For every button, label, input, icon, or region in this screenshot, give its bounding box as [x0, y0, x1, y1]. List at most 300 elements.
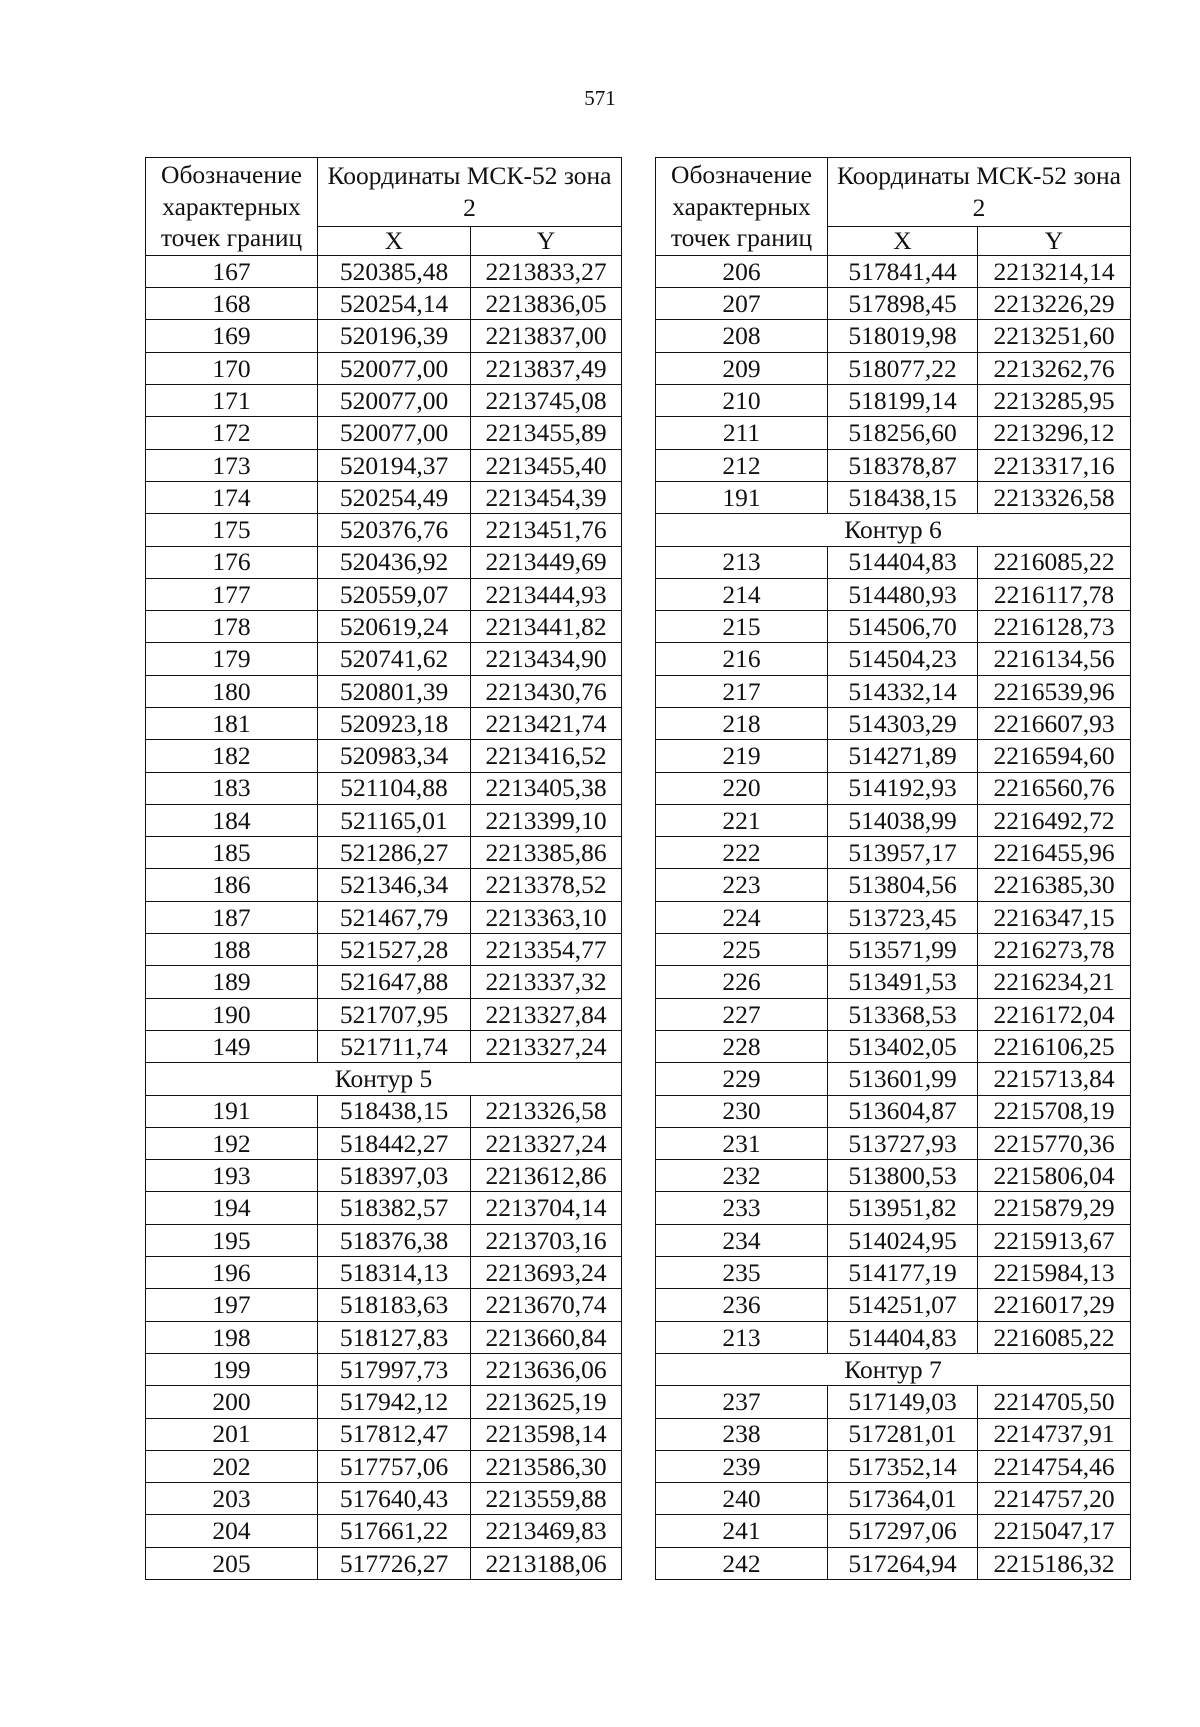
point-cell: 183: [146, 772, 318, 804]
point-cell: 232: [656, 1160, 828, 1192]
y-cell: 2213625,19: [471, 1386, 622, 1418]
y-cell: 2213745,08: [471, 385, 622, 417]
x-cell: 517841,44: [828, 255, 978, 287]
y-cell: 2216117,78: [978, 578, 1131, 610]
point-cell: 180: [146, 675, 318, 707]
y-cell: 2213559,88: [471, 1483, 622, 1515]
point-cell: 212: [656, 449, 828, 481]
designation-header: Обозначение характерных точек границ: [146, 158, 318, 256]
point-cell: 190: [146, 998, 318, 1030]
point-cell: 213: [656, 546, 828, 578]
point-cell: 186: [146, 869, 318, 901]
x-cell: 520376,76: [318, 514, 471, 546]
point-cell: 203: [146, 1483, 318, 1515]
x-cell: 520077,00: [318, 417, 471, 449]
table-row: [656, 546, 1131, 578]
point-cell: 199: [146, 1353, 318, 1385]
point-cell: 227: [656, 998, 828, 1030]
y-cell: 2213251,60: [978, 320, 1131, 352]
page-number: 571: [584, 86, 616, 110]
table-row: [146, 546, 622, 578]
x-cell: 513951,82: [828, 1192, 978, 1224]
y-cell: 2213326,58: [978, 481, 1131, 513]
coordinates-header: Координаты МСК-52 зона 2: [828, 158, 1131, 227]
y-cell: 2213354,77: [471, 934, 622, 966]
y-cell: 2214737,91: [978, 1418, 1131, 1450]
y-cell: 2214754,46: [978, 1450, 1131, 1482]
table-row: [146, 288, 622, 320]
x-cell: 520077,00: [318, 385, 471, 417]
x-cell: 518438,15: [828, 481, 978, 513]
table-row: [656, 385, 1131, 417]
y-cell: 2213226,29: [978, 288, 1131, 320]
x-cell: 513601,99: [828, 1063, 978, 1095]
table-row: [656, 966, 1131, 998]
y-cell: 2213586,30: [471, 1450, 622, 1482]
table-row: [146, 1160, 622, 1192]
x-cell: 517726,27: [318, 1547, 471, 1579]
table-row: [656, 837, 1131, 869]
table-row: [146, 1450, 622, 1482]
table-row: [656, 1257, 1131, 1289]
y-cell: 2213441,82: [471, 611, 622, 643]
x-cell: 520741,62: [318, 643, 471, 675]
x-cell: 514038,99: [828, 804, 978, 836]
point-cell: 194: [146, 1192, 318, 1224]
point-cell: 204: [146, 1515, 318, 1547]
y-cell: 2216134,56: [978, 643, 1131, 675]
y-cell: 2213455,40: [471, 449, 622, 481]
table-row: [146, 1386, 622, 1418]
y-cell: 2213454,39: [471, 481, 622, 513]
y-cell: 2216106,25: [978, 1030, 1131, 1062]
point-cell: 171: [146, 385, 318, 417]
y-cell: 2215806,04: [978, 1160, 1131, 1192]
point-cell: 230: [656, 1095, 828, 1127]
point-cell: 167: [146, 255, 318, 287]
x-cell: 518438,15: [318, 1095, 471, 1127]
point-cell: 226: [656, 966, 828, 998]
x-cell: 517942,12: [318, 1386, 471, 1418]
y-cell: 2213399,10: [471, 804, 622, 836]
y-cell: 2216560,76: [978, 772, 1131, 804]
x-cell: 514303,29: [828, 707, 978, 739]
table-row: [656, 1547, 1131, 1579]
point-cell: 201: [146, 1418, 318, 1450]
table-row: [146, 1321, 622, 1353]
table-row: [656, 1160, 1131, 1192]
y-cell: 2213385,86: [471, 837, 622, 869]
table-row: [656, 1127, 1131, 1159]
x-cell: 514480,93: [828, 578, 978, 610]
point-cell: 211: [656, 417, 828, 449]
table-row: [656, 998, 1131, 1030]
point-cell: 219: [656, 740, 828, 772]
point-cell: 200: [146, 1386, 318, 1418]
x-cell: 513491,53: [828, 966, 978, 998]
y-cell: 2215047,17: [978, 1515, 1131, 1547]
point-cell: 240: [656, 1483, 828, 1515]
table-row: [656, 740, 1131, 772]
x-cell: 517757,06: [318, 1450, 471, 1482]
table-row: [656, 804, 1131, 836]
x-cell: 520254,49: [318, 481, 471, 513]
x-cell: 518397,03: [318, 1160, 471, 1192]
x-cell: 517661,22: [318, 1515, 471, 1547]
y-cell: 2215984,13: [978, 1257, 1131, 1289]
point-cell: 229: [656, 1063, 828, 1095]
x-cell: 518019,98: [828, 320, 978, 352]
table-row: [656, 1450, 1131, 1482]
y-cell: 2216594,60: [978, 740, 1131, 772]
y-cell: 2213285,95: [978, 385, 1131, 417]
table-row: [656, 255, 1131, 287]
y-cell: 2213836,05: [471, 288, 622, 320]
y-cell: 2213434,90: [471, 643, 622, 675]
table-row: [146, 966, 622, 998]
y-cell: 2213363,10: [471, 901, 622, 933]
point-cell: 178: [146, 611, 318, 643]
x-cell: 514024,95: [828, 1224, 978, 1256]
x-cell: 517149,03: [828, 1386, 978, 1418]
table-row: [656, 417, 1131, 449]
point-cell: 169: [146, 320, 318, 352]
y-cell: 2213214,14: [978, 255, 1131, 287]
table-row: [146, 1515, 622, 1547]
table-row: [656, 1418, 1131, 1450]
point-cell: 236: [656, 1289, 828, 1321]
point-cell: 184: [146, 804, 318, 836]
x-cell: 520385,48: [318, 255, 471, 287]
point-cell: 210: [656, 385, 828, 417]
table-row: [656, 1063, 1131, 1095]
table-row: [146, 1483, 622, 1515]
table-row: [656, 643, 1131, 675]
point-cell: 172: [146, 417, 318, 449]
x-cell: 521647,88: [318, 966, 471, 998]
x-cell: 514504,23: [828, 643, 978, 675]
x-cell: 518127,83: [318, 1321, 471, 1353]
point-cell: 238: [656, 1418, 828, 1450]
y-cell: 2213837,49: [471, 352, 622, 384]
table-row: [656, 481, 1131, 513]
x-cell: 521104,88: [318, 772, 471, 804]
y-cell: 2213327,84: [471, 998, 622, 1030]
x-cell: 513800,53: [828, 1160, 978, 1192]
section-row: [656, 1353, 1131, 1385]
y-cell: 2213296,12: [978, 417, 1131, 449]
x-cell: 514332,14: [828, 675, 978, 707]
table-row: [146, 1224, 622, 1256]
table-row: [146, 1289, 622, 1321]
x-cell: 517281,01: [828, 1418, 978, 1450]
y-cell: 2213612,86: [471, 1160, 622, 1192]
x-cell: 520196,39: [318, 320, 471, 352]
x-cell: 518442,27: [318, 1127, 471, 1159]
y-cell: 2216607,93: [978, 707, 1131, 739]
x-cell: 517297,06: [828, 1515, 978, 1547]
y-cell: 2213405,38: [471, 772, 622, 804]
y-cell: 2213430,76: [471, 675, 622, 707]
table-row: [146, 675, 622, 707]
table-row: [146, 1353, 622, 1385]
x-cell: 520923,18: [318, 707, 471, 739]
designation-header: Обозначение характерных точек границ: [656, 158, 828, 256]
y-cell: 2216234,21: [978, 966, 1131, 998]
x-cell: 520436,92: [318, 546, 471, 578]
point-cell: 149: [146, 1030, 318, 1062]
point-cell: 221: [656, 804, 828, 836]
table-row: [656, 901, 1131, 933]
y-cell: 2216455,96: [978, 837, 1131, 869]
y-cell: 2215713,84: [978, 1063, 1131, 1095]
x-cell: 521286,27: [318, 837, 471, 869]
x-cell: 521527,28: [318, 934, 471, 966]
x-cell: 514251,07: [828, 1289, 978, 1321]
x-cell: 518376,38: [318, 1224, 471, 1256]
point-cell: 175: [146, 514, 318, 546]
x-cell: 513957,17: [828, 837, 978, 869]
y-cell: 2213693,24: [471, 1257, 622, 1289]
table-body: [146, 255, 622, 1579]
point-cell: 173: [146, 449, 318, 481]
x-cell: 521707,95: [318, 998, 471, 1030]
y-cell: 2216539,96: [978, 675, 1131, 707]
x-cell: 513402,05: [828, 1030, 978, 1062]
y-cell: 2213469,83: [471, 1515, 622, 1547]
y-cell: 2215913,67: [978, 1224, 1131, 1256]
table-row: [146, 352, 622, 384]
table-row: [656, 1095, 1131, 1127]
y-cell: 2213188,06: [471, 1547, 622, 1579]
x-cell: 521711,74: [318, 1030, 471, 1062]
y-cell: 2215879,29: [978, 1192, 1131, 1224]
y-cell: 2213833,27: [471, 255, 622, 287]
x-cell: 517640,43: [318, 1483, 471, 1515]
table-row: [146, 481, 622, 513]
point-cell: 202: [146, 1450, 318, 1482]
table-row: [146, 417, 622, 449]
point-cell: 197: [146, 1289, 318, 1321]
y-cell: 2216172,04: [978, 998, 1131, 1030]
point-cell: 241: [656, 1515, 828, 1547]
table-row: [146, 837, 622, 869]
table-row: [146, 578, 622, 610]
table-row: [146, 804, 622, 836]
table-row: [656, 1192, 1131, 1224]
point-cell: 182: [146, 740, 318, 772]
y-cell: 2216017,29: [978, 1289, 1131, 1321]
x-cell: 513368,53: [828, 998, 978, 1030]
table-row: [656, 1483, 1131, 1515]
y-cell: 2213421,74: [471, 707, 622, 739]
point-cell: 225: [656, 934, 828, 966]
point-cell: 209: [656, 352, 828, 384]
point-cell: 239: [656, 1450, 828, 1482]
y-cell: 2213598,14: [471, 1418, 622, 1450]
table-row: [146, 643, 622, 675]
y-cell: 2213317,16: [978, 449, 1131, 481]
y-cell: 2216347,15: [978, 901, 1131, 933]
y-cell: 2213416,52: [471, 740, 622, 772]
coordinates-table-right: [655, 157, 1131, 1580]
x-cell: 514506,70: [828, 611, 978, 643]
section-title: Контур 5: [146, 1063, 622, 1095]
table-row: [146, 1030, 622, 1062]
table-row: [656, 1386, 1131, 1418]
point-cell: 196: [146, 1257, 318, 1289]
table-row: [656, 578, 1131, 610]
point-cell: 215: [656, 611, 828, 643]
y-cell: 2216085,22: [978, 1321, 1131, 1353]
y-cell: 2213837,00: [471, 320, 622, 352]
table-row: [146, 449, 622, 481]
y-cell: 2213444,93: [471, 578, 622, 610]
x-cell: 520194,37: [318, 449, 471, 481]
x-cell: 514177,19: [828, 1257, 978, 1289]
point-cell: 189: [146, 966, 318, 998]
point-cell: 206: [656, 255, 828, 287]
table-row: [146, 934, 622, 966]
x-cell: 518256,60: [828, 417, 978, 449]
table-row: [146, 320, 622, 352]
x-cell: 517364,01: [828, 1483, 978, 1515]
table-row: [656, 320, 1131, 352]
x-cell: 521467,79: [318, 901, 471, 933]
point-cell: 185: [146, 837, 318, 869]
table-row: [146, 772, 622, 804]
point-cell: 220: [656, 772, 828, 804]
x-cell: 513723,45: [828, 901, 978, 933]
y-cell: 2213703,16: [471, 1224, 622, 1256]
y-cell: 2213670,74: [471, 1289, 622, 1321]
point-cell: 195: [146, 1224, 318, 1256]
x-cell: 520254,14: [318, 288, 471, 320]
point-cell: 223: [656, 869, 828, 901]
coordinates-header: Координаты МСК-52 зона 2: [318, 158, 622, 227]
y-cell: 2215186,32: [978, 1547, 1131, 1579]
y-cell: 2216085,22: [978, 546, 1131, 578]
coordinates-table-left: [145, 157, 622, 1580]
x-cell: 517352,14: [828, 1450, 978, 1482]
point-cell: 205: [146, 1547, 318, 1579]
point-cell: 231: [656, 1127, 828, 1159]
table-row: [146, 1547, 622, 1579]
table-row: [656, 1515, 1131, 1547]
point-cell: 170: [146, 352, 318, 384]
y-cell: 2216273,78: [978, 934, 1131, 966]
y-cell: 2213326,58: [471, 1095, 622, 1127]
point-cell: 168: [146, 288, 318, 320]
point-cell: 217: [656, 675, 828, 707]
section-row: [656, 514, 1131, 546]
x-cell: 514404,83: [828, 1321, 978, 1353]
x-cell: 520983,34: [318, 740, 471, 772]
y-cell: 2213455,89: [471, 417, 622, 449]
table-row: [656, 707, 1131, 739]
y-cell: 2213378,52: [471, 869, 622, 901]
point-cell: 218: [656, 707, 828, 739]
x-cell: 517812,47: [318, 1418, 471, 1450]
y-cell: 2213337,32: [471, 966, 622, 998]
table-row: [146, 1095, 622, 1127]
y-cell: 2213704,14: [471, 1192, 622, 1224]
x-cell: 517898,45: [828, 288, 978, 320]
table-row: [146, 1418, 622, 1450]
x-cell: 518382,57: [318, 1192, 471, 1224]
table-row: [656, 288, 1131, 320]
table-row: [146, 707, 622, 739]
y-cell: 2215708,19: [978, 1095, 1131, 1127]
x-cell: 513804,56: [828, 869, 978, 901]
point-cell: 187: [146, 901, 318, 933]
point-cell: 193: [146, 1160, 318, 1192]
point-cell: 216: [656, 643, 828, 675]
y-cell: 2213327,24: [471, 1127, 622, 1159]
point-cell: 191: [656, 481, 828, 513]
point-cell: 214: [656, 578, 828, 610]
x-cell: 514271,89: [828, 740, 978, 772]
table-row: [146, 1257, 622, 1289]
point-cell: 228: [656, 1030, 828, 1062]
y-cell: 2216492,72: [978, 804, 1131, 836]
point-cell: 213: [656, 1321, 828, 1353]
x-cell: 518378,87: [828, 449, 978, 481]
table-row: [656, 1224, 1131, 1256]
table-row: [656, 934, 1131, 966]
table-row: [656, 675, 1131, 707]
x-cell: 517264,94: [828, 1547, 978, 1579]
x-cell: 520077,00: [318, 352, 471, 384]
x-cell: 518199,14: [828, 385, 978, 417]
y-cell: 2213262,76: [978, 352, 1131, 384]
point-cell: 192: [146, 1127, 318, 1159]
table-row: [656, 869, 1131, 901]
point-cell: 181: [146, 707, 318, 739]
point-cell: 191: [146, 1095, 318, 1127]
x-cell: 520559,07: [318, 578, 471, 610]
section-title: Контур 6: [656, 514, 1131, 546]
y-cell: 2213636,06: [471, 1353, 622, 1385]
point-cell: 234: [656, 1224, 828, 1256]
x-cell: 513571,99: [828, 934, 978, 966]
table-row: [146, 255, 622, 287]
x-header: X: [828, 226, 978, 255]
point-cell: 174: [146, 481, 318, 513]
y-header: Y: [978, 226, 1131, 255]
y-cell: 2213451,76: [471, 514, 622, 546]
x-cell: 513727,93: [828, 1127, 978, 1159]
section-title: Контур 7: [656, 1353, 1131, 1385]
y-cell: 2213327,24: [471, 1030, 622, 1062]
table-row: [146, 1192, 622, 1224]
y-cell: 2213660,84: [471, 1321, 622, 1353]
table-row: [656, 1321, 1131, 1353]
table-row: [146, 901, 622, 933]
point-cell: 179: [146, 643, 318, 675]
x-cell: 517997,73: [318, 1353, 471, 1385]
x-cell: 520619,24: [318, 611, 471, 643]
x-cell: 518314,13: [318, 1257, 471, 1289]
table-row: [656, 1289, 1131, 1321]
y-cell: 2214757,20: [978, 1483, 1131, 1515]
x-header: X: [318, 226, 471, 255]
x-cell: 514404,83: [828, 546, 978, 578]
y-header: Y: [471, 226, 622, 255]
x-cell: 518183,63: [318, 1289, 471, 1321]
point-cell: 242: [656, 1547, 828, 1579]
y-cell: 2215770,36: [978, 1127, 1131, 1159]
